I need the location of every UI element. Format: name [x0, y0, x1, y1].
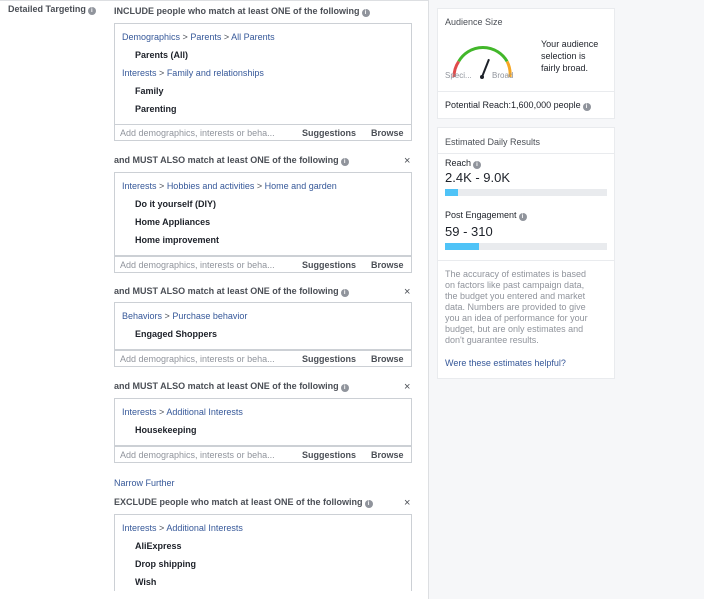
audience-card-divider [438, 91, 614, 92]
targeting-breadcrumb [115, 307, 411, 325]
suggestions-button[interactable]: Suggestions [302, 450, 357, 460]
targeting-item[interactable]: Housekeeping [135, 425, 197, 435]
suggestions-button[interactable]: Suggestions [302, 354, 357, 364]
reach-bar-fill [445, 189, 458, 196]
breadcrumb-separator: > [256, 181, 263, 191]
reach-value: 2.4K - 9.0K [445, 170, 511, 185]
close-icon[interactable]: × [404, 155, 411, 167]
info-icon[interactable]: i [519, 213, 527, 221]
info-icon[interactable]: i [365, 500, 373, 508]
potential-reach: Potential Reach:1,600,000 people i [445, 100, 591, 111]
targeting-breadcrumb [115, 28, 411, 46]
breadcrumb-separator: > [159, 407, 165, 417]
breadcrumb-link[interactable]: Home and garden [264, 181, 337, 191]
breadcrumb-link[interactable]: Additional Interests [166, 523, 243, 533]
info-icon[interactable]: i [473, 161, 481, 169]
breadcrumb-separator: > [159, 523, 165, 533]
targeting-box [114, 398, 412, 446]
breadcrumb-separator: > [164, 311, 170, 321]
close-icon[interactable]: × [404, 286, 411, 298]
gauge-specific-label: Speci... [445, 71, 472, 80]
targeting-item[interactable]: Home Appliances [135, 217, 211, 227]
post-engagement-value: 59 - 310 [445, 224, 493, 239]
info-icon[interactable]: i [341, 384, 349, 392]
targeting-box [114, 172, 412, 256]
breadcrumb-separator: > [159, 181, 165, 191]
breadcrumb-link[interactable]: Interests [122, 523, 157, 533]
add-targeting-input[interactable]: Add demographics, interests or beha... [120, 128, 275, 138]
targeting-item[interactable]: Drop shipping [135, 559, 196, 569]
targeting-item[interactable]: Parents (All) [135, 50, 189, 60]
close-icon[interactable]: × [404, 381, 411, 393]
breadcrumb-separator: > [182, 32, 188, 42]
section-heading: and MUST ALSO match at least ONE of the following i [114, 155, 349, 166]
estimates-disclaimer: The accuracy of estimates is based on factors like past campaign data, the budget you entered and market data. Numbers are provided to give you an idea of performance for your budget, but are only estimates and don't guarantee results. [445, 269, 588, 345]
breadcrumb-separator: > [223, 32, 230, 42]
targeting-item[interactable]: Family [135, 86, 164, 96]
reach-bar [445, 189, 607, 196]
gauge-hub [480, 75, 484, 79]
add-targeting-input[interactable]: Add demographics, interests or beha... [120, 354, 275, 364]
gauge-needle [482, 59, 489, 77]
targeting-breadcrumb [115, 64, 411, 82]
targeting-item[interactable]: Engaged Shoppers [135, 329, 218, 339]
breadcrumb-link[interactable]: Family and relationships [166, 68, 264, 78]
post-engagement-bar-fill [445, 243, 479, 250]
targeting-item[interactable]: AliExpress [135, 541, 182, 551]
post-engagement-label: Post Engagement i [445, 210, 527, 221]
audience-size-title: Audience Size [445, 17, 503, 27]
daily-card-divider [438, 153, 614, 154]
targeting-item[interactable]: Home improvement [135, 235, 220, 245]
close-icon[interactable]: × [404, 497, 411, 509]
add-targeting-input[interactable]: Add demographics, interests or beha... [120, 260, 275, 270]
estimates-helpful-link[interactable]: Were these estimates helpful? [445, 358, 566, 368]
info-icon[interactable]: i [88, 7, 96, 15]
targeting-item[interactable]: Parenting [135, 104, 177, 114]
breadcrumb-link[interactable]: Additional Interests [166, 407, 243, 417]
detailed-targeting-label: Detailed Targeting i [8, 4, 96, 15]
suggestions-button[interactable]: Suggestions [302, 260, 357, 270]
targeting-breadcrumb [115, 403, 411, 421]
breadcrumb-link[interactable]: Parents [190, 32, 222, 42]
estimated-daily-results-card [437, 127, 615, 379]
post-engagement-bar [445, 243, 607, 250]
browse-button[interactable]: Browse [371, 128, 404, 138]
breadcrumb-link[interactable]: Behaviors [122, 311, 163, 321]
add-targeting-bar [114, 446, 412, 463]
section-heading: and MUST ALSO match at least ONE of the following i [114, 381, 349, 392]
section-heading: INCLUDE people who match at least ONE of the following i [114, 6, 370, 17]
targeting-box [114, 514, 412, 591]
audience-description: Your audience selection is fairly broad. [541, 39, 599, 73]
info-icon[interactable]: i [341, 289, 349, 297]
audience-size-card [437, 8, 615, 119]
gauge-green-segment [459, 47, 507, 61]
add-targeting-bar [114, 124, 412, 141]
breadcrumb-link[interactable]: All Parents [231, 32, 275, 42]
gauge-broad-label: Broad [492, 71, 514, 80]
breadcrumb-link[interactable]: Hobbies and activities [166, 181, 255, 191]
browse-button[interactable]: Browse [371, 450, 404, 460]
targeting-box [114, 23, 412, 125]
breadcrumb-link[interactable]: Demographics [122, 32, 181, 42]
info-icon[interactable]: i [341, 158, 349, 166]
targeting-breadcrumb [115, 519, 411, 537]
breadcrumb-link[interactable]: Interests [122, 68, 157, 78]
breadcrumb-link[interactable]: Interests [122, 407, 157, 417]
info-icon[interactable]: i [362, 9, 370, 17]
breadcrumb-link[interactable]: Purchase behavior [172, 311, 248, 321]
daily-card-divider-2 [438, 260, 614, 261]
suggestions-button[interactable]: Suggestions [302, 128, 357, 138]
breadcrumb-link[interactable]: Interests [122, 181, 157, 191]
targeting-item[interactable]: Wish [135, 577, 157, 587]
add-targeting-input[interactable]: Add demographics, interests or beha... [120, 450, 275, 460]
add-targeting-bar [114, 256, 412, 273]
browse-button[interactable]: Browse [371, 260, 404, 270]
browse-button[interactable]: Browse [371, 354, 404, 364]
info-icon[interactable]: i [583, 103, 591, 111]
targeting-item[interactable]: Do it yourself (DIY) [135, 199, 217, 209]
targeting-breadcrumb [115, 177, 411, 195]
narrow-further-link[interactable]: Narrow Further [114, 478, 175, 488]
targeting-box [114, 302, 412, 350]
reach-label: Reach i [445, 158, 481, 169]
breadcrumb-separator: > [159, 68, 165, 78]
daily-results-title: Estimated Daily Results [445, 137, 541, 147]
add-targeting-bar [114, 350, 412, 367]
section-heading: EXCLUDE people who match at least ONE of the following i [114, 497, 373, 508]
section-heading: and MUST ALSO match at least ONE of the following i [114, 286, 349, 297]
